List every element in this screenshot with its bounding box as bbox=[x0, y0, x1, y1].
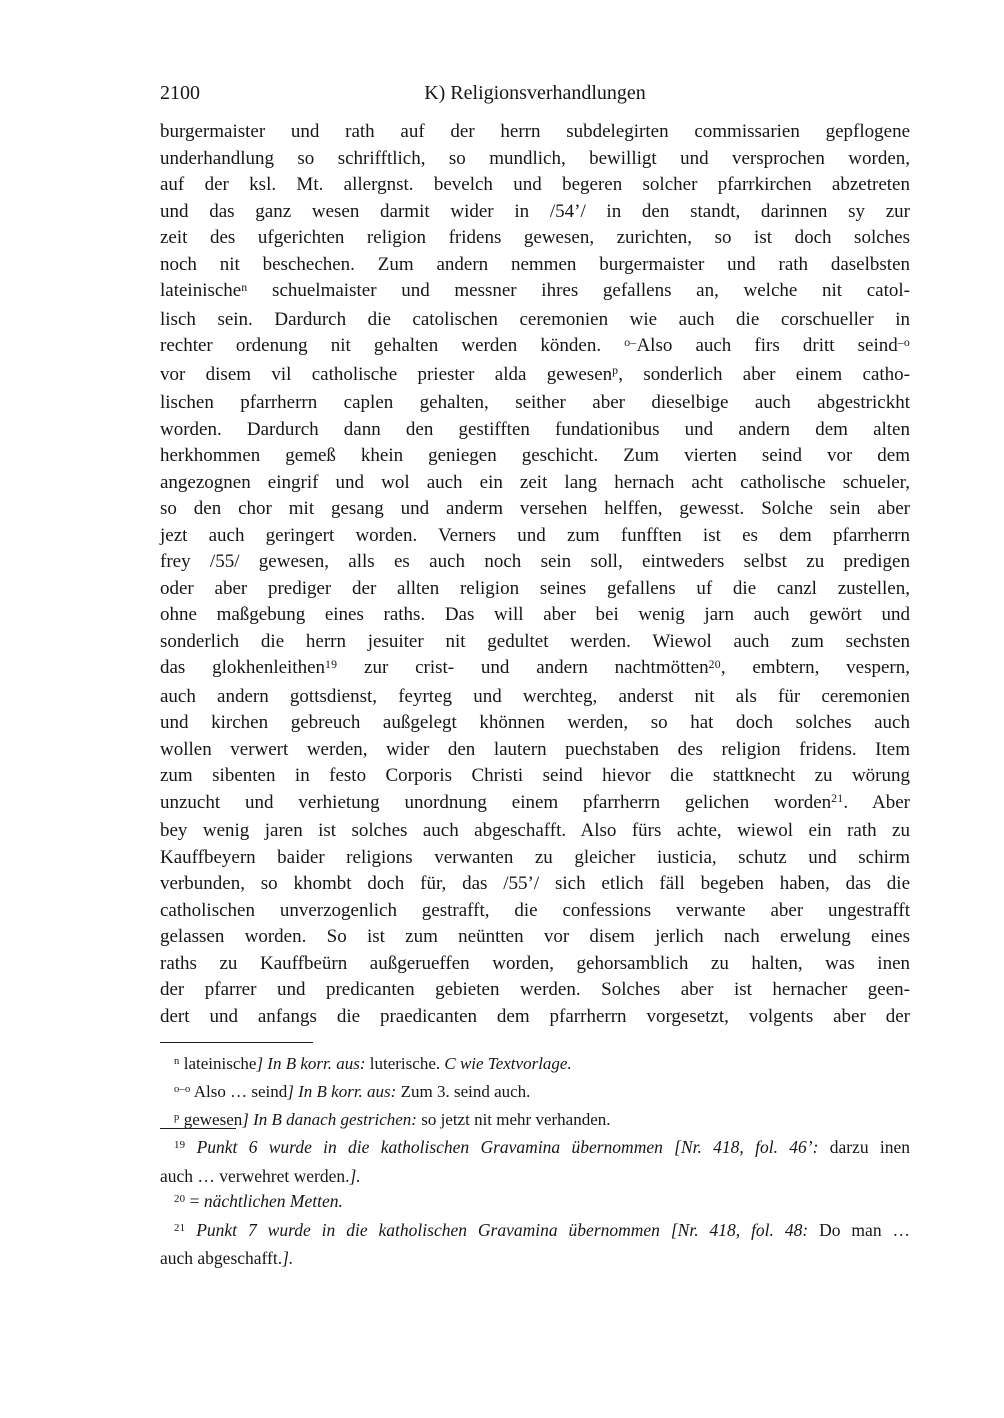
body-text-line bbox=[160, 684, 910, 711]
text-segment: ] In B korr. aus: bbox=[287, 1082, 397, 1101]
text-segment: catholischen unverzogenlich gestrafft, die confessions verwante aber ungestrafft bbox=[160, 899, 910, 921]
body-text-line bbox=[160, 737, 910, 764]
footnote-marker: 20 bbox=[174, 1193, 186, 1206]
footnote-marker: n bbox=[241, 280, 248, 294]
text-segment: und das ganz wesen darmit wider in /54’/ in den standt, darinnen sy zur bbox=[160, 200, 910, 222]
body-text-line bbox=[160, 417, 910, 444]
text-segment bbox=[185, 1137, 196, 1157]
text-segment: lateinische bbox=[179, 1054, 257, 1073]
body-text-line bbox=[160, 225, 910, 252]
page-number: 2100 bbox=[160, 82, 200, 104]
body-text-line bbox=[160, 655, 910, 684]
text-segment: noch nit beschechen. Zum andern nemmen burgermaister und rath daselbsten bbox=[160, 253, 910, 275]
text-segment: auch … verwehret werden. bbox=[160, 1165, 350, 1186]
text-segment: Also … seind bbox=[190, 1082, 288, 1101]
body-text-line bbox=[160, 549, 910, 576]
text-segment: auch andern gottsdienst, feyrteg und werchteg, anderst nit als für ceremonien bbox=[160, 685, 910, 707]
text-segment: gelassen worden. So ist zum neüntten vor disem jerlich nach erwelung eines bbox=[160, 926, 910, 947]
text-segment: lischen pfarrherrn caplen gehalten, seither aber dieselbige auch abgestrickht bbox=[160, 392, 910, 413]
footnote-marker: o–o bbox=[174, 1084, 191, 1096]
text-segment: , embtern, vespern, bbox=[720, 657, 910, 678]
body-text-line bbox=[160, 278, 910, 307]
text-segment: ohne maßgebung eines raths. Das will aber bei wenig jarn auch gewört und bbox=[160, 604, 910, 625]
body-text-line bbox=[160, 362, 910, 391]
text-segment: dert und anfangs die praedicanten dem pfarrherrn vorgesetzt, volgents aber der bbox=[160, 1005, 910, 1027]
body-text-line bbox=[160, 333, 910, 362]
footnote-line bbox=[160, 1135, 910, 1164]
body-text-line bbox=[160, 390, 910, 417]
body-text-line bbox=[160, 199, 910, 226]
text-segment: underhandlung so schrifftlich, so mundlich, bewilligt und versprochen worden, bbox=[160, 147, 910, 169]
footnote-marker: 20 bbox=[708, 657, 721, 671]
body-text-line bbox=[160, 710, 910, 737]
text-segment: unzucht und verhietung unordnung einem pfarrherrn gelichen worden bbox=[160, 791, 832, 813]
body-text-line bbox=[160, 790, 910, 819]
text-segment: ]. bbox=[349, 1165, 361, 1186]
text-segment: . Aber bbox=[843, 791, 910, 813]
text-segment: rechter ordenung nit gehalten werden könden. bbox=[160, 335, 625, 356]
page-header bbox=[160, 80, 910, 106]
footnote-marker: 19 bbox=[174, 1139, 186, 1152]
body-text-line bbox=[160, 146, 910, 173]
body-text-line bbox=[160, 629, 910, 656]
text-segment: raths zu Kauffbeürn außgerueffen worden, gehorsamblich zu halten, was inen bbox=[160, 952, 910, 974]
text-segment: ]. bbox=[282, 1248, 294, 1269]
footnote-line bbox=[160, 1164, 910, 1190]
text-segment: vor disem vil catholische priester alda gewesen bbox=[160, 363, 613, 385]
text-segment: jezt auch geringert worden. Verners und zum funfften ist es dem pfarrherrn bbox=[160, 524, 910, 546]
footnote-separator-rule bbox=[160, 1128, 236, 1129]
footnote-line bbox=[160, 1246, 910, 1272]
body-text-line bbox=[160, 977, 910, 1004]
text-segment: Do man … bbox=[808, 1219, 910, 1240]
footnote-marker: p bbox=[174, 1112, 180, 1124]
text-segment: worden. Dardurch dann den gestifften fundationibus und andern dem alten bbox=[160, 418, 910, 440]
footnote-line bbox=[160, 1218, 910, 1247]
text-segment: lateinische bbox=[160, 280, 242, 301]
footnote-marker: 21 bbox=[174, 1221, 186, 1234]
text-segment: , sonderlich aber einem catho- bbox=[618, 363, 910, 385]
running-head: K) Religionsverhandlungen bbox=[424, 82, 646, 104]
body-text-line bbox=[160, 252, 910, 279]
body-text-line bbox=[160, 845, 910, 872]
text-segment: so jetzt nit mehr verhanden. bbox=[416, 1110, 611, 1129]
text-segment: nächtlichen Metten. bbox=[203, 1191, 343, 1212]
text-segment: zur crist- und andern nachtmötten bbox=[337, 657, 709, 678]
apparatus-line bbox=[160, 1107, 910, 1135]
footnote-marker: n bbox=[174, 1056, 180, 1068]
text-segment: ] In B danach gestrichen: bbox=[242, 1110, 417, 1129]
body-text-line bbox=[160, 951, 910, 978]
footnote-marker: 19 bbox=[325, 657, 338, 671]
body-text-line bbox=[160, 496, 910, 523]
text-segment bbox=[185, 1220, 196, 1240]
text-segment: gewesen bbox=[179, 1110, 243, 1129]
text-segment: herkhommen gemeß khein geniegen geschicht. Zum vierten seind vor dem bbox=[160, 445, 910, 466]
footnote-marker: –o bbox=[897, 335, 910, 349]
text-segment: der pfarrer und predicanten gebieten werden. Solches aber ist hernacher geen- bbox=[160, 979, 910, 1000]
text-segment: auf der ksl. Mt. allergnst. bevelch und begeren solcher pfarrkirchen abzetreten bbox=[160, 174, 910, 195]
text-segment: burgermaister und rath auf der herrn subdelegirten commissarien gepflogene bbox=[160, 121, 910, 142]
text-segment: bey wenig jaren ist solches auch abgeschafft. Also fürs achte, wiewol ein rath zu bbox=[160, 820, 910, 841]
text-segment: auch abgeschafft. bbox=[160, 1248, 283, 1269]
body-text-line bbox=[160, 523, 910, 550]
footnote-marker: o– bbox=[624, 335, 637, 349]
text-segment: Kauffbeyern baider religions verwanten zu gleicher iusticia, schutz und schirm bbox=[160, 846, 910, 868]
text-segment: = bbox=[185, 1191, 204, 1212]
body-text-line bbox=[160, 818, 910, 845]
body-text-line bbox=[160, 871, 910, 898]
footnotes bbox=[160, 1135, 910, 1272]
text-segment: ] In B korr. aus: bbox=[256, 1054, 366, 1073]
body-text-line bbox=[160, 1004, 910, 1031]
text-segment: Punkt 6 wurde in die katholischen Gravamina übernommen [Nr. 418, fol. 46’: bbox=[196, 1137, 819, 1157]
body-text-line bbox=[160, 172, 910, 199]
text-segment: oder aber prediger der allten religion seines gefallens uf die canzl zustellen, bbox=[160, 577, 910, 599]
text-segment: zeit des ufgerichten religion fridens gewesen, zurichten, so ist doch solches bbox=[160, 227, 910, 248]
text-segment: C wie Textvorlage. bbox=[444, 1054, 572, 1073]
body-text-line bbox=[160, 602, 910, 629]
footnote-marker: 21 bbox=[831, 792, 844, 806]
apparatus-separator-rule bbox=[160, 1042, 313, 1043]
text-segment: luterische. bbox=[365, 1054, 445, 1073]
text-segment: verbunden, so khombt doch für, das /55’/ sich etlich fäll begeben haben, das die bbox=[160, 873, 910, 894]
apparatus-line bbox=[160, 1079, 910, 1107]
text-segment: so den chor mit gesang und anderm versehen helffen, gewesst. Solche sein aber bbox=[160, 498, 910, 519]
body-text-line bbox=[160, 898, 910, 925]
text-segment: Punkt 7 wurde in die katholischen Gravamina übernommen [Nr. 418, fol. 48: bbox=[196, 1219, 809, 1240]
text-segment: Zum 3. seind auch. bbox=[396, 1082, 531, 1101]
footnote-marker: p bbox=[612, 364, 619, 378]
body-text-line bbox=[160, 119, 910, 146]
text-segment: und kirchen gebreuch außgelegt khönnen werden, so hat doch solches auch bbox=[160, 712, 910, 733]
text-segment: wollen verwert werden, wider den lautern puechstaben des religion fridens. Item bbox=[160, 738, 910, 760]
body-text-line bbox=[160, 763, 910, 790]
text-segment: frey /55/ gewesen, alls es auch noch sein soll, eintweders selbst zu predigen bbox=[160, 551, 910, 572]
critical-apparatus bbox=[160, 1051, 910, 1135]
body-text-line bbox=[160, 307, 910, 334]
footnote-line bbox=[160, 1189, 910, 1218]
text-segment: lisch sein. Dardurch die catolischen ceremonien wie auch die corschueller in bbox=[160, 308, 910, 330]
text-segment: Also auch firs dritt seind bbox=[636, 335, 898, 356]
text-segment: angezognen eingrif und wol auch ein zeit lang hernach acht catholische schueler, bbox=[160, 471, 910, 493]
body-text-line bbox=[160, 470, 910, 497]
text-segment: sonderlich die herrn jesuiter nit gedultet werden. Wiewol auch zum sechsten bbox=[160, 630, 910, 652]
body-text-line bbox=[160, 924, 910, 951]
body-text-line bbox=[160, 443, 910, 470]
apparatus-line bbox=[160, 1051, 910, 1079]
text-segment: schuelmaister und messner ihres gefallens an, welche nit catol- bbox=[247, 280, 910, 301]
text-segment: darzu inen bbox=[818, 1137, 910, 1157]
body-text bbox=[160, 119, 910, 1030]
text-segment: zum sibenten in festo Corporis Christi seind hievor die stattknecht zu wörung bbox=[160, 765, 910, 786]
body-text-line bbox=[160, 576, 910, 603]
text-segment: das glokhenleithen bbox=[160, 657, 326, 678]
